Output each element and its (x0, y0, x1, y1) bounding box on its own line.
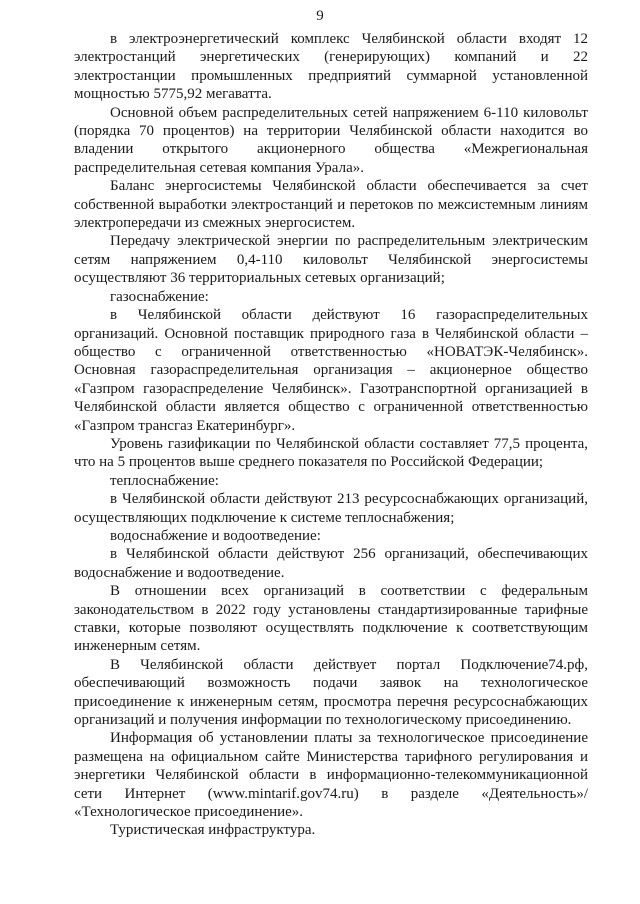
paragraph-4: Передачу электрической энергии по распределительным электрическим сетям напряжением 0,4-110 киловольт Челябинской энергосистемы осуществляют 36 территориальных сетевых организаций; (74, 233, 588, 287)
paragraph-1: в электроэнергетический комплекс Челябинской области входят 12 электростанций энергетических (генерирующих) компаний и 22 электростанции промышленных предприятий суммарной установленной мощностью 5775,92 мегаватта. (74, 31, 588, 103)
paragraph-12: В отношении всех организаций в соответствии с федеральным законодательством в 2022 году установлены стандартизированные тарифные ставки, которые позволяют осуществлять подключение к соответствующим инженерным сетям. (74, 583, 588, 655)
paragraph-7: Уровень газификации по Челябинской области составляет 77,5 процента, что на 5 процентов выше среднего показателя по Российской Федерации; (74, 435, 588, 471)
paragraph-10: водоснабжение и водоотведение: (110, 527, 321, 544)
paragraph-3: Баланс энергосистемы Челябинской области обеспечивается за счет собственной выработки электростанций и перетоков по межсистемным линиям электропередачи из смежных энергосистем. (74, 178, 588, 232)
paragraph-13: В Челябинской области действует портал Подключение74.рф, обеспечивающий возможность подачи заявок на технологическое присоединение к инженерным сетям, просмотра перечня ресурсоснабжающих организаций и получения информации по технологическому присоединению. (74, 656, 588, 729)
page-number: 9 (316, 8, 324, 24)
body-text (74, 30, 588, 840)
paragraph-14: Информация об установлении платы за технологическое присоединение размещена на официальном сайте Министерства тарифного регулирования и энергетики Челябинской области в информационно-телекоммуникационной сети Интернет (www.mintarif.gov74.ru) в разделе «Деятельность»/ «Технологическое присоединение». (74, 730, 588, 821)
paragraph-5: газоснабжение: (110, 288, 209, 305)
paragraph-11: в Челябинской области действуют 256 организаций, обеспечивающих водоснабжение и водоотведение. (74, 546, 588, 581)
paragraph-8: теплоснабжение: (110, 472, 219, 489)
paragraph-6: в Челябинской области действуют 16 газораспределительных организаций. Основной поставщик природного газа в Челябинской области – общество с ограниченной ответственностью «НОВАТЭК-Челябинск». Основная газораспределительная организация – акционерное общество «Газпром газораспределение Челябинск». Газотранспортной организацией в Челябинской области является общество с ограниченной ответственностью «Газпром трансгаз Екатеринбург». (74, 307, 588, 434)
paragraph-9: в Челябинской области действуют 213 ресурсоснабжающих организаций, осуществляющих подключение к системе теплоснабжения; (74, 491, 588, 526)
paragraph-2: Основной объем распределительных сетей напряжением 6-110 киловольт (порядка 70 процентов) на территории Челябинской области находится во владении открытого акционерного общества «Межрегиональная распределительная сетевая компания Урала». (74, 104, 588, 176)
paragraph-15: Туристическая инфраструктура. (110, 822, 316, 839)
